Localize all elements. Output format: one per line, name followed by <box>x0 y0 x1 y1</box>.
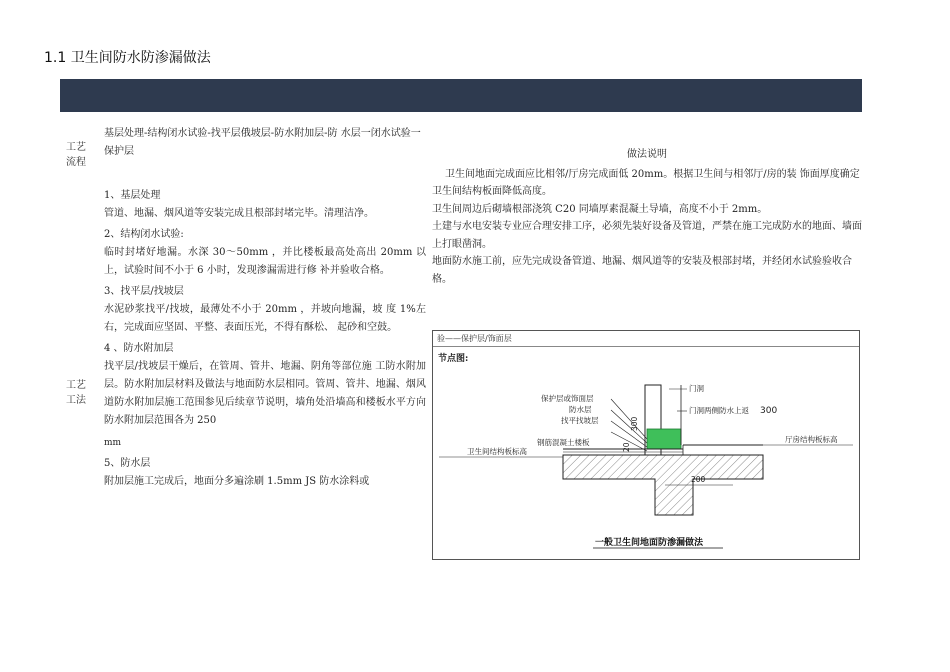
label-door: 门洞 <box>689 384 704 393</box>
step-4-title: 4 、防水附加层 <box>104 343 174 354</box>
notes-section <box>432 146 862 288</box>
step-4-unit: mm <box>104 438 122 448</box>
node-detail-figure <box>432 330 860 560</box>
step-1-title: 1、基层处理 <box>104 190 161 201</box>
figure-node-label: 节点图: <box>438 354 469 364</box>
label-rebar-slab: 钢筋混凝土楼板 <box>537 438 590 447</box>
dim-200: 200 <box>691 475 706 484</box>
label-leveling-layer: 找平找坡层 <box>561 416 599 425</box>
dim-300: 300 <box>630 416 639 431</box>
step-3-body: 水泥砂浆找平/找坡，最薄处不小于 20mm ，并坡向地漏，坡 度 1%左右，完成面应坚固、平整、表面压光，不得有酥松、 起砂和空鼓。 <box>104 304 426 333</box>
waterproof-upturn <box>647 429 681 449</box>
figure-caption: 一般卫生间地面防渗漏做法 <box>595 538 704 548</box>
label-flow-line1: 工艺 <box>66 142 86 153</box>
step-5-title: 5、防水层 <box>104 458 151 469</box>
step-4-body: 找平层/找坡层干燥后，在管周、管井、地漏、阴角等部位施 工防水附加层。防水附加层材料及做法与地面防水层相同。管周、管井、地漏、烟风道防水附加层施工范围参见后续章节说明，墙角处沿墙高和楼板水平方向防水附加层范围各为 250 <box>104 361 426 426</box>
step-5-body: 附加层施工完成后，地面分多遍涂刷 1.5mm JS 防水涂料或 <box>104 476 370 487</box>
figure-top-text: 验——保护层/饰面层 <box>433 331 859 347</box>
label-process-method <box>62 378 90 408</box>
notes-paragraph-3: 土建与水电安装专业应合理安排工序，必须先装好设备及管道，严禁在施工完成防水的地面、墙面上打眼凿洞。 <box>432 221 862 250</box>
label-waterproof-layer: 防水层 <box>569 405 592 414</box>
step-2-title: 2、结构闭水试验: <box>104 229 184 240</box>
label-door-side-value: 300 <box>760 406 778 416</box>
process-flow-text: 基层处理-结构闭水试验-找平层俄坡层-防水附加层-防 水层一闭水试验一保护层 <box>104 128 421 157</box>
notes-heading: 做法说明 <box>627 149 667 160</box>
label-left-slab: 卫生间结构板标高 <box>467 447 527 456</box>
detail-drawing <box>433 331 859 559</box>
label-door-side: 门洞两侧防水上返 <box>689 406 749 415</box>
process-steps <box>104 184 426 491</box>
notes-paragraph-2: 卫生间周边后砌墙根部浇筑 C20 同墙厚素混凝土导墙，高度不小于 2mm。 <box>432 203 768 215</box>
step-1-body: 管道、地漏、烟风道等安装完成且根部封堵完毕。清理洁净。 <box>104 208 374 219</box>
dim-20: 20 <box>622 442 631 452</box>
label-flow-line2: 流程 <box>66 157 86 168</box>
notes-paragraph-4: 地面防水施工前，应先完成设备管道、地漏、烟风道等的安装及根部封堵，并经闭水试验验收合格。 <box>432 256 852 285</box>
notes-paragraph-1: 卫生间地面完成面应比相邻/厅房完成面低 20mm。根据卫生间与相邻厅/房的装 饰面厚度确定卫生间结构板面降低高度。 <box>432 168 860 197</box>
step-3-title: 3、找平层/找坡层 <box>104 286 184 297</box>
step-2-body: 临时封堵好地漏。水深 30〜50mm ，并比楼板最高处高出 20mm 以上，试验时间不小于 6 小时，发现渗漏需进行修 补并验收合格。 <box>104 247 426 276</box>
label-method-line1: 工艺 <box>66 380 86 391</box>
label-right-slab: 厅房结构板标高 <box>785 435 838 444</box>
label-process-flow <box>62 140 90 170</box>
page-title: 1.1 卫生间防水防渗漏做法 <box>44 50 211 66</box>
label-method-line2: 工法 <box>66 395 86 406</box>
header-bar <box>60 79 862 112</box>
label-protect-layer: 保护层或饰面层 <box>541 394 594 403</box>
